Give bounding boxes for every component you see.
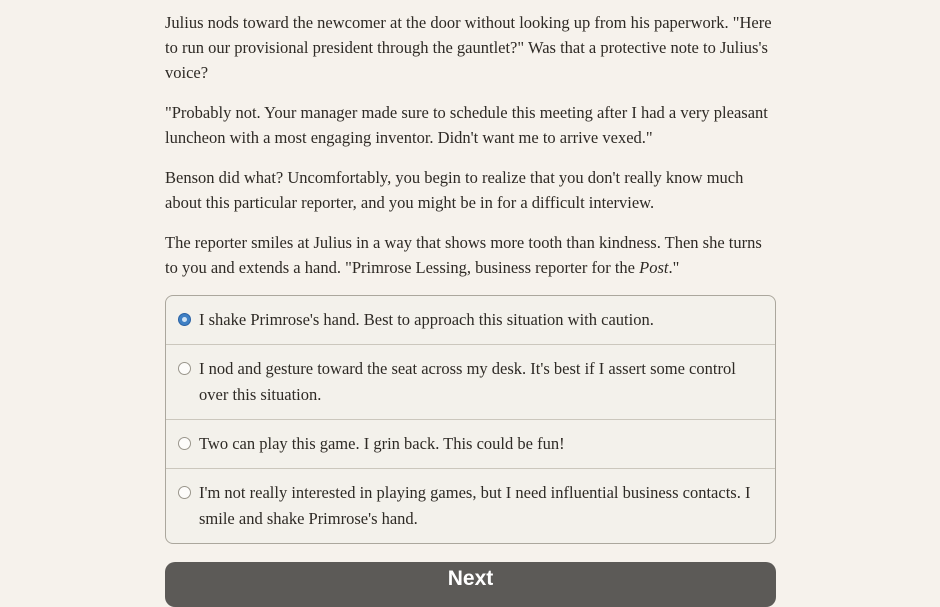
story-paragraph-3: Benson did what? Uncomfortably, you begin to realize that you don't really know much about this particular reporter, and you might be in for a difficult interview. — [165, 168, 744, 212]
choice-option-1[interactable] — [166, 296, 775, 344]
story-paragraph-4 — [165, 230, 776, 280]
choice-option-4[interactable] — [166, 468, 775, 543]
radio-button-icon[interactable] — [178, 362, 191, 375]
paragraph-4-text: The reporter smiles at Julius in a way that shows more tooth than kindness. Then she turns to you and extends a hand. "Primrose Lessing, business reporter for the — [165, 233, 762, 277]
choice-list — [165, 295, 776, 544]
radio-button-icon[interactable] — [178, 486, 191, 499]
story-paragraph-1: Julius nods toward the newcomer at the door without looking up from his paperwork. "Here to run our provisional president through the gauntlet?" Was that a protective note to Julius's voice? — [165, 13, 772, 82]
choice-option-3[interactable] — [166, 419, 775, 468]
choice-option-3-label: Two can play this game. I grin back. This could be fun! — [199, 434, 565, 453]
story-content — [165, 0, 776, 607]
story-paragraph-2: "Probably not. Your manager made sure to schedule this meeting after I had a very pleasant luncheon with a most engaging inventor. Didn't want me to arrive vexed." — [165, 103, 768, 147]
story-text — [165, 10, 776, 280]
choice-option-1-label: I shake Primrose's hand. Best to approach this situation with caution. — [199, 310, 654, 329]
paragraph-4-text-end: ." — [668, 258, 680, 277]
choice-option-4-label: I'm not really interested in playing games, but I need influential business contacts. I smile and shake Primrose's hand. — [199, 483, 751, 528]
choice-option-2[interactable] — [166, 344, 775, 419]
next-button[interactable]: Next — [165, 562, 776, 607]
paragraph-4-italic-text: Post — [639, 258, 669, 277]
radio-button-icon[interactable] — [178, 313, 191, 326]
choice-option-2-label: I nod and gesture toward the seat across my desk. It's best if I assert some control over this situation. — [199, 359, 736, 404]
radio-button-icon[interactable] — [178, 437, 191, 450]
